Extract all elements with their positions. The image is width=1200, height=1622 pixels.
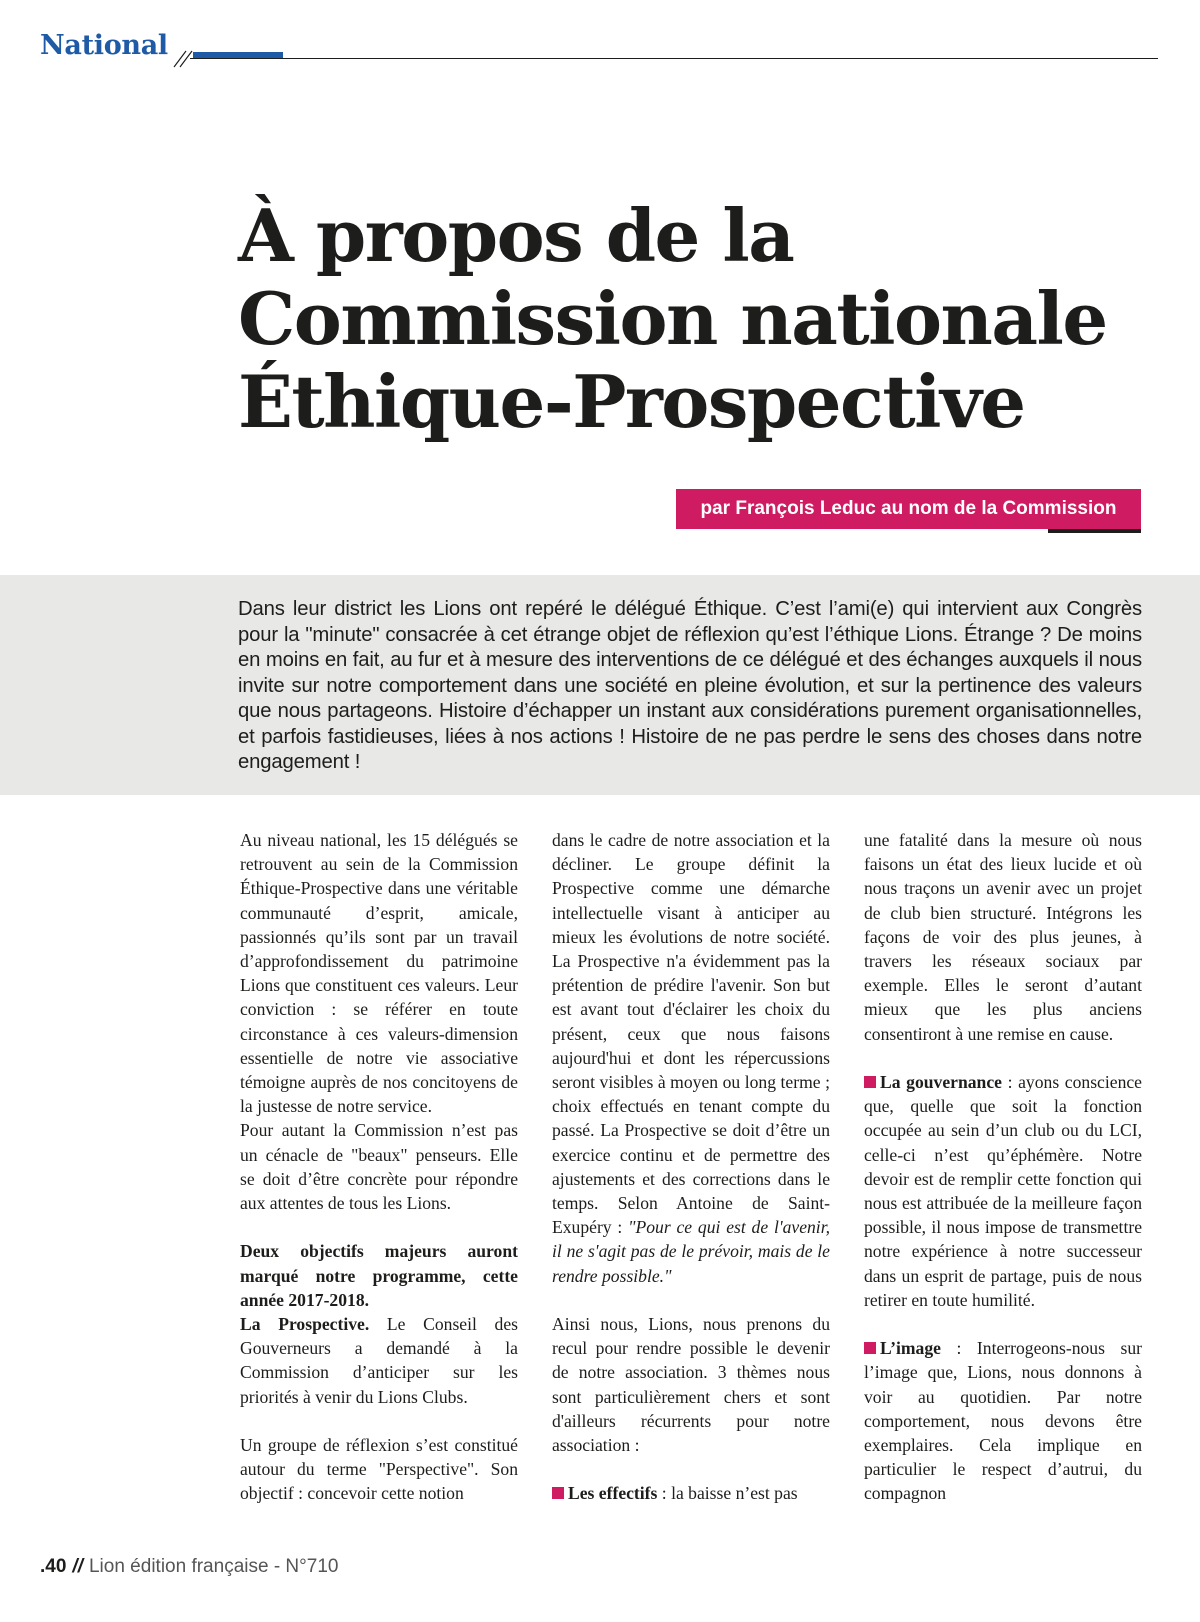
paragraph: Au niveau national, les 15 délégués se retrouvent au sein de la Commission Éthique-Prospective dans une véritable communauté d’esprit, amicale, passionnés qu’ils sont par un travail d’approfondissement du patrimoine Lions que constituent ces valeurs. Leur conviction : se référer en toute circonstance à ces valeurs-dimension essentielle de notre vie associative témoigne auprès de nos concitoyens de la justesse de notre service. <box>240 830 518 1117</box>
column-2 <box>552 828 830 1506</box>
footer-separator: // <box>72 1556 83 1577</box>
page-footer <box>40 1556 338 1578</box>
paragraph: une fatalité dans la mesure où nous faisons un état des lieux lucide et où nous traçons un avenir avec un projet de club bien structuré. Intégrons les façons de voir des plus jeunes, à travers les réseaux sociaux par exemple. Elles le seront d’autant mieux que les plus anciens consentiront à une remise en cause. <box>864 830 1142 1044</box>
paragraph: L’image : Interrogeons-nous sur l’image que, Lions, nous donnons à voir au quotidien. Par notre comportement, nous devons être exemplaires. Cela implique en particulier le respect d’autrui, du compagnon <box>864 1338 1142 1504</box>
paragraph: Pour autant la Commission n’est pas un cénacle de "beaux" penseurs. Elle se doit d’être concrète pour répondre aux attentes de tous les Lions. <box>240 1120 518 1214</box>
header-rule <box>190 58 1158 59</box>
header-accent-bar <box>193 52 283 58</box>
title-line: Commission nationale <box>238 276 1107 361</box>
column-3 <box>864 828 1142 1506</box>
effectifs-label: Les effectifs <box>568 1483 658 1504</box>
title-line: Éthique-Prospective <box>238 359 1025 444</box>
prospective-label: La Prospective. <box>240 1314 370 1335</box>
quote: "Pour ce qui est de l'avenir, il ne s'agit pas de le prévoir, mais de le rendre possible." <box>552 1217 830 1286</box>
paragraph: Ainsi nous, Lions, nous prenons du recul pour rendre possible le devenir de notre association. 3 thèmes nous sont particulièrement chers et sont d'ailleurs récurrents pour notre association : <box>552 1314 830 1456</box>
byline-underline <box>1048 529 1141 533</box>
paragraph: La gouvernance : ayons conscience que, quelle que soit la fonction occupée au sein d’un club ou du LCI, celle-ci n’est qu’éphémère. Notre devoir est de remplir cette fonction qui nous est attribuée de la meilleure façon possible, il nous impose de transmettre notre expérience à notre successeur dans un esprit de partage, puis de nous retirer en toute humilité. <box>864 1072 1142 1310</box>
byline: par François Leduc au nom de la Commission <box>676 489 1141 529</box>
section-label: National <box>40 30 168 61</box>
column-1 <box>240 828 518 1506</box>
intro-paragraph: Dans leur district les Lions ont repéré le délégué Éthique. C’est l’ami(e) qui intervient aux Congrès pour la "minute" consacrée à cet étrange objet de réflexion qu’est l’éthique Lions. Étrange ? De moins en moins en fait, au fur et à mesure des interventions de ce délégué et des échanges auxquels il nous invite sur notre comportement dans une société en pleine évolution, et sur la pertinence des valeurs que nous partageons. Histoire d’échapper un instant aux considérations purement organisationnelles, et parfois fastidieuses, liées à nos actions ! Histoire de ne pas perdre le sens des choses dans notre engagement ! <box>238 598 1142 773</box>
article-title <box>238 194 1158 443</box>
gouvernance-label: La gouvernance <box>880 1072 1002 1093</box>
paragraph: Un groupe de réflexion s’est constitué autour du terme "Perspective". Son objectif : concevoir cette notion <box>240 1435 518 1504</box>
title-line: À propos de la <box>238 193 794 278</box>
paragraph: La Prospective. Le Conseil des Gouverneurs a demandé à la Commission d’anticiper sur les priorités à venir du Lions Clubs. <box>240 1314 518 1407</box>
image-label: L’image <box>880 1338 941 1359</box>
square-bullet-icon <box>864 1076 876 1088</box>
page-number: .40 <box>40 1556 67 1577</box>
square-bullet-icon <box>864 1342 876 1354</box>
paragraph: dans le cadre de notre association et la décliner. Le groupe définit la Prospective comme une démarche intellectuelle visant à anticiper au mieux les évolutions de notre société. La Prospective n'a évidemment pas la prétention de prédire l'avenir. Son but est avant tout d'éclairer les choix du présent, ceux que nous faisons aujourd'hui et dont les répercussions seront visibles à moyen ou long terme ; choix effectués en tenant compte du passé. La Prospective se doit d’être un exercice continu et de permettre des ajustements et des corrections dans le temps. Selon Antoine de Saint-Exupéry : "Pour ce qui est de l'avenir, il ne s'agit pas de le prévoir, mais de le rendre possible." <box>552 830 830 1286</box>
paragraph: Les effectifs : la baisse n’est pas <box>552 1481 830 1505</box>
square-bullet-icon <box>552 1487 564 1499</box>
magazine-name: Lion édition française - N°710 <box>88 1556 339 1577</box>
objectives-heading: Deux objectifs majeurs auront marqué notre programme, cette année 2017-2018. <box>240 1241 518 1310</box>
